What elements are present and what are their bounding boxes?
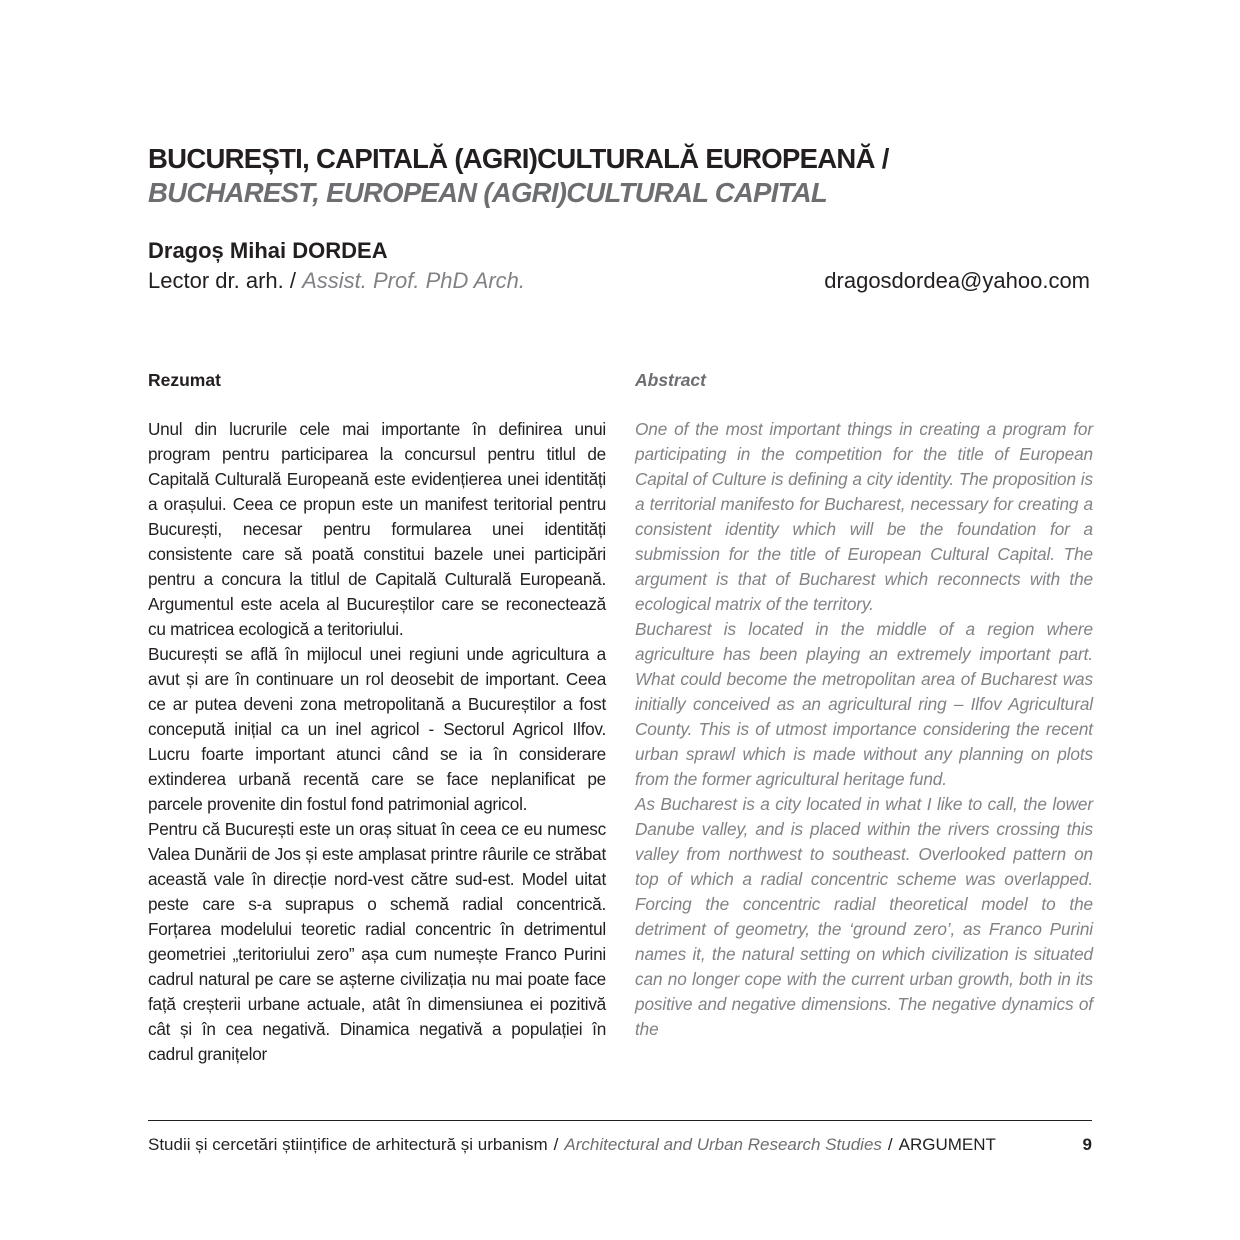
journal-title-english: Architectural and Urban Research Studies xyxy=(564,1135,882,1154)
author-name: Dragoș Mihai DORDEA xyxy=(148,238,388,263)
abstract-paragraph: Bucharest is located in the middle of a region where agriculture has been playing an extremely important part. What could become the metropolitan area of Bucharest was initially conceived as an agricultural ring – Ilfov Agricultural County. This is of utmost importance considering the recent urban sprawl which is made without any planning on plots from the former agricultural heritage fund. xyxy=(635,619,1093,789)
footer-separator: / xyxy=(553,1135,559,1154)
rezumat-paragraph: Unul din lucrurile cele mai importante în definirea unui program pentru participarea la concursul pentru titlul de Capitală Culturală Europeană este evidențierea unei identități a orașului. Ceea ce propun este un manifest teritorial pentru București, necesar pentru formularea unei identități consistente care să poată constitui bazele unei participări pentru a concura la titlul de Capitală Culturală Europeană. Argumentul este acela al Bucureștilor care se reconectează cu matricea ecologică a teritoriului. xyxy=(148,419,606,639)
rezumat-heading: Rezumat xyxy=(148,370,221,390)
title-romanian: BUCUREȘTI, CAPITALĂ (AGRI)CULTURALĂ EUROPEANĂ / xyxy=(148,143,889,174)
rezumat-paragraph: Pentru că București este un oraș situat în ceea ce eu numesc Valea Dunării de Jos și este amplasat printre râurile ce străbat această vale în direcție nord-vest către sud-est. Model uitat peste care s-a suprapus o schemă radial concentrică. Forțarea modelului teoretic radial concentric în detrimentul geometriei „teritoriului zero” așa cum numește Franco Purini cadrul natural pe care se așterne civilizația nu mai poate face față creșterii urbane actuale, atât în dimensiunea ei pozitivă cât și în cea negativă. Dinamica negativă a populației în cadrul granițelor xyxy=(148,819,606,1064)
abstract-paragraph: As Bucharest is a city located in what I like to call, the lower Danube valley, and is placed within the rivers crossing this valley from northwest to southeast. Overlooked pattern on top of which a radial concentric scheme was overlapped. Forcing the concentric radial theoretical model to the detriment of geometry, the ‘ground zero’, as Franco Purini names it, the natural setting on which civilization is situated can no longer cope with the current urban growth, both in its positive and negative dimensions. The negative dynamics of the xyxy=(635,794,1093,1039)
position-romanian: Lector dr. arh. / xyxy=(148,268,296,293)
author-position xyxy=(148,268,525,294)
author-email[interactable]: dragosdordea@yahoo.com xyxy=(824,268,1090,293)
abstract-paragraph: One of the most important things in creating a program for participating in the competition for the title of European Capital of Culture is defining a city identity. The proposition is a territorial manifesto for Bucharest, necessary for creating a consistent identity which will be the foundation for a submission for the title of European Cultural Capital. The argument is that of Bucharest which reconnects with the ecological matrix of the territory. xyxy=(635,419,1093,614)
footer-journal xyxy=(148,1135,1092,1155)
rezumat-paragraph: București se află în mijlocul unei regiuni unde agricultura a avut și are în continuare un rol deosebit de important. Ceea ce ar putea deveni zona metropolitană a Bucureștilor a fost concepută inițial ca un inel agricol - Sectorul Agricol Ilfov. Lucru foarte important atunci când se ia în considerare extinderea urbană recentă care se face neplanificat pe parcele provenite din fostul fond patrimonial agricol. xyxy=(148,644,606,814)
title-english: BUCHAREST, EUROPEAN (AGRI)CULTURAL CAPITAL xyxy=(148,177,827,208)
rezumat-column xyxy=(148,368,606,1067)
footer-separator: / xyxy=(887,1135,893,1154)
abstract-column xyxy=(635,368,1093,1042)
abstract-heading: Abstract xyxy=(635,370,706,390)
page-number: 9 xyxy=(1082,1135,1092,1154)
abstract-body xyxy=(635,417,1093,1042)
footer-divider xyxy=(148,1120,1092,1121)
rezumat-body xyxy=(148,417,606,1067)
journal-name: ARGUMENT xyxy=(898,1135,996,1154)
journal-title-romanian: Studii și cercetări științifice de arhitectură și urbanism xyxy=(148,1135,548,1154)
position-english: Assist. Prof. PhD Arch. xyxy=(302,268,526,293)
